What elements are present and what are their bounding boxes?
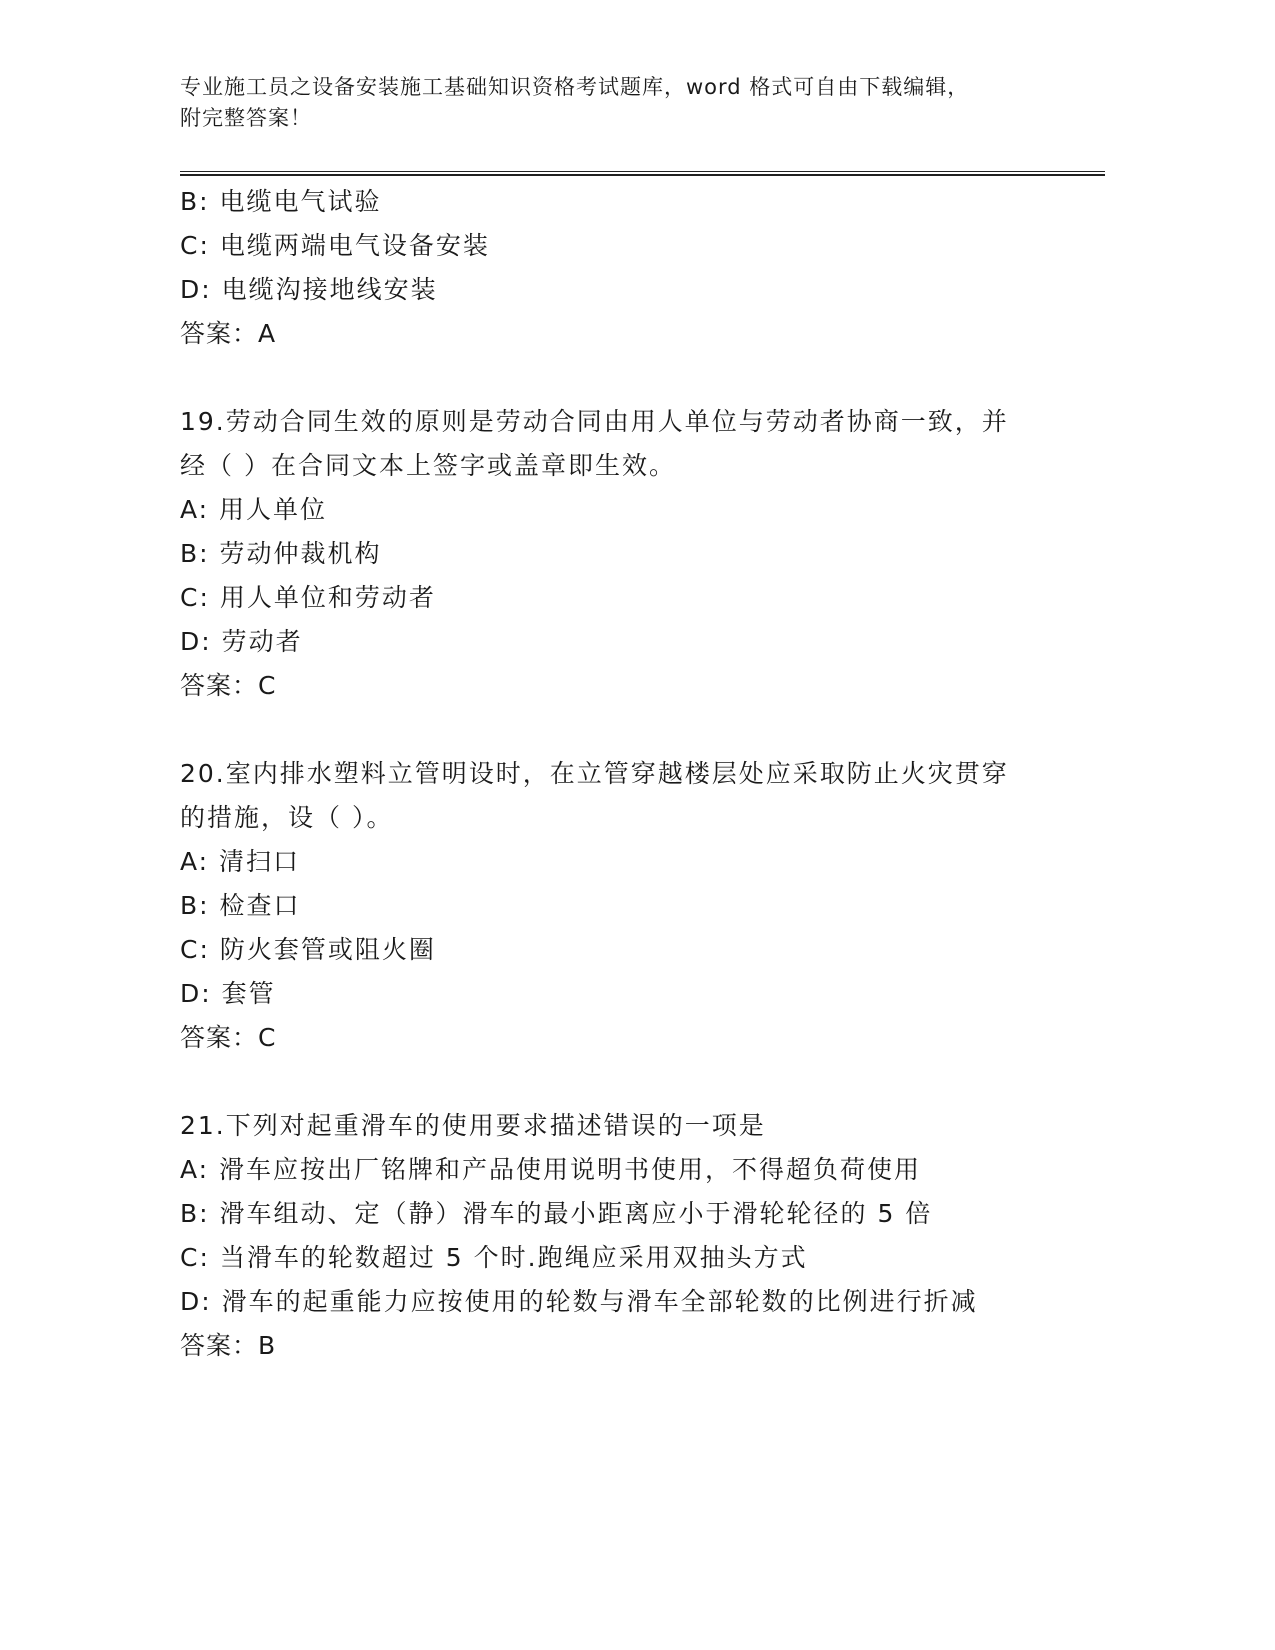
- option-d: D: 套管: [180, 979, 276, 1008]
- question-stem-line-1: 21.下列对起重滑车的使用要求描述错误的一项是: [180, 1111, 766, 1140]
- option-c: C: 用人单位和劳动者: [180, 583, 436, 612]
- option-c: C: 防火套管或阻火圈: [180, 935, 436, 964]
- option-b: B: 检查口: [180, 891, 301, 920]
- answer: 答案：C: [180, 671, 277, 700]
- option-d: D: 滑车的起重能力应按使用的轮数与滑车全部轮数的比例进行折减: [180, 1287, 978, 1316]
- question-21: [180, 1104, 1080, 1368]
- document-body: [180, 180, 1080, 1368]
- answer: 答案：A: [180, 319, 277, 348]
- header-divider: [180, 171, 1105, 176]
- option-a: A: 用人单位: [180, 495, 328, 524]
- header-line-1: 专业施工员之设备安装施工基础知识资格考试题库，word 格式可自由下载编辑，: [180, 75, 970, 99]
- answer: 答案：B: [180, 1331, 277, 1360]
- question-stem-line-2: 经（ ）在合同文本上签字或盖章即生效。: [180, 451, 676, 480]
- question-stem-line-1: 19.劳动合同生效的原则是劳动合同由用人单位与劳动者协商一致，并: [180, 407, 1009, 436]
- option-b: B: 劳动仲裁机构: [180, 539, 382, 568]
- question-20: [180, 752, 1080, 1060]
- question-stem-line-2: 的措施，设（ ）。: [180, 803, 394, 832]
- header-line-2: 附完整答案！: [180, 106, 312, 130]
- answer: 答案：C: [180, 1023, 277, 1052]
- option-c: C: 当滑车的轮数超过 5 个时.跑绳应采用双抽头方式: [180, 1243, 808, 1272]
- option-a: A: 滑车应按出厂铭牌和产品使用说明书使用，不得超负荷使用: [180, 1155, 922, 1184]
- question-19: [180, 400, 1080, 708]
- option-b: B: 电缆电气试验: [180, 187, 382, 216]
- option-c: C: 电缆两端电气设备安装: [180, 231, 490, 260]
- option-d: D: 电缆沟接地线安装: [180, 275, 438, 304]
- option-d: D: 劳动者: [180, 627, 303, 656]
- page-header: [180, 72, 1100, 134]
- question-stem-line-1: 20.室内排水塑料立管明设时，在立管穿越楼层处应采取防止火灾贯穿: [180, 759, 1009, 788]
- option-a: A: 清扫口: [180, 847, 301, 876]
- option-b: B: 滑车组动、定（静）滑车的最小距离应小于滑轮轮径的 5 倍: [180, 1199, 933, 1228]
- question-18-continued: [180, 180, 1080, 356]
